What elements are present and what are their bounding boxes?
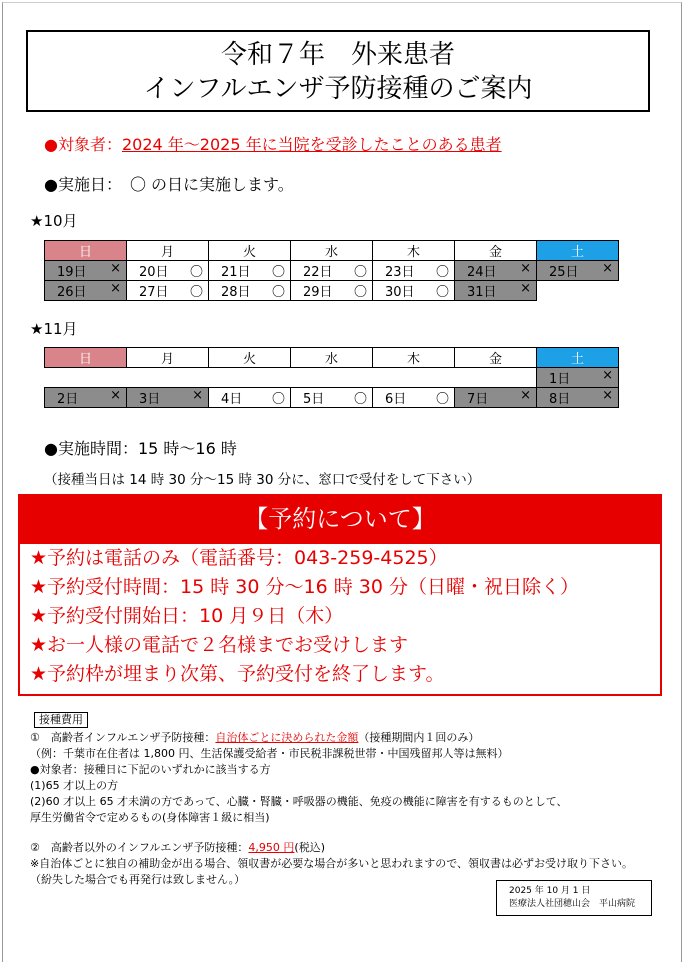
calendar-day-cell	[537, 261, 619, 281]
calendar-day-cell	[127, 281, 209, 301]
day-number: 4日	[221, 392, 243, 407]
calendar-day-cell	[127, 261, 209, 281]
weekday-header: 月	[127, 348, 209, 368]
calendar-day-cell	[291, 281, 373, 301]
weekday-header: 水	[291, 241, 373, 261]
calendar-day-cell	[209, 261, 291, 281]
open-mark: 〇	[189, 265, 203, 280]
closed-mark: ×	[110, 281, 121, 296]
calendar-empty-cell	[209, 368, 291, 388]
november-calendar	[44, 347, 619, 408]
day-number: 5日	[303, 392, 325, 407]
day-number: 22日	[303, 265, 333, 280]
day-number: 19日	[57, 265, 87, 280]
weekday-header: 火	[209, 241, 291, 261]
page-title-line2: インフルエンザ予防接種のご案内	[143, 74, 533, 104]
day-number: 21日	[221, 265, 251, 280]
day-number: 26日	[57, 285, 87, 300]
weekday-header: 金	[455, 348, 537, 368]
calendar-empty-cell	[45, 368, 127, 388]
calendar-day-cell	[291, 261, 373, 281]
day-number: 3日	[139, 392, 161, 407]
signature-date: 2025 年 10 月 1 日	[509, 886, 591, 896]
fee-line-6: 厚生労働省令で定めるもの(身体障害１級に相当)	[30, 811, 270, 824]
closed-mark: ×	[110, 261, 121, 276]
open-mark: 〇	[271, 392, 285, 407]
weekday-header: 月	[127, 241, 209, 261]
time-note: （接種当日は 14 時 30 分～15 時 30 分に、窓口で受付をして下さい）	[44, 472, 481, 488]
reservation-header: 【予約について】	[18, 494, 662, 544]
calendar-day-cell	[537, 368, 619, 388]
fee-line-7	[30, 840, 325, 855]
day-number: 25日	[549, 265, 579, 280]
fee-line-1	[30, 730, 479, 745]
reservation-item: ★予約枠が埋まり次第、予約受付を終了します。	[30, 663, 445, 685]
day-number: 8日	[549, 392, 571, 407]
closed-mark: ×	[192, 388, 203, 403]
schedule-days: ●実施日： 〇 の日に実施します。	[44, 175, 294, 194]
calendar-day-cell	[209, 281, 291, 301]
fee-l1-post: （接種期間内１回のみ）	[358, 731, 480, 744]
weekday-header: 土	[537, 348, 619, 368]
calendar-day-cell	[291, 388, 373, 408]
calendar-day-cell	[45, 261, 127, 281]
calendar-day-cell	[373, 281, 455, 301]
fee-line-8: ※自治体ごとに独自の補助金が出る場合、領収書が必要な場合が多いと思われますので、領収書は必ずお受け取り下さい。	[30, 857, 633, 870]
weekday-header: 木	[373, 241, 455, 261]
closed-mark: ×	[520, 281, 531, 296]
day-number: 2日	[57, 392, 79, 407]
calendar-day-cell	[373, 261, 455, 281]
day-number: 7日	[467, 392, 489, 407]
weekday-header: 金	[455, 241, 537, 261]
fee-line-5: (2)60 才以上 65 才未満の方であって、心臓・腎臓・呼吸器の機能、免疫の機能に障害を有するものとして、	[30, 795, 568, 808]
october-label: ★10月	[30, 212, 78, 230]
signature-org: 医療法人社団穂山会 平山病院	[509, 899, 636, 909]
closed-mark: ×	[520, 388, 531, 403]
fee-l1-pre: ① 高齢者インフルエンザ予防接種：	[30, 731, 216, 744]
open-mark: 〇	[353, 265, 367, 280]
closed-mark: ×	[520, 261, 531, 276]
calendar-empty-cell	[127, 368, 209, 388]
day-number: 24日	[467, 265, 497, 280]
fee-line-4: (1)65 才以上の方	[30, 779, 119, 792]
october-calendar	[44, 240, 619, 301]
closed-mark: ×	[602, 388, 613, 403]
weekday-header: 火	[209, 348, 291, 368]
fee-l7-red: 4,950 円	[248, 841, 295, 854]
title-box	[26, 30, 650, 112]
day-number: 30日	[385, 285, 415, 300]
open-mark: 〇	[353, 392, 367, 407]
open-mark: 〇	[189, 285, 203, 300]
calendar-day-cell	[45, 388, 127, 408]
reservation-item: ★予約は電話のみ（電話番号：043-259-4525）	[30, 547, 448, 569]
open-mark: 〇	[435, 392, 449, 407]
calendar-day-cell	[127, 388, 209, 408]
closed-mark: ×	[602, 368, 613, 383]
fee-line-2: （例：千葉市在住者は 1,800 円、生活保護受給者・市民税非課税世帯・中国残留邦人等は無料）	[30, 747, 509, 760]
fee-l7-post: (税込)	[294, 841, 326, 854]
signature-box	[496, 880, 652, 916]
closed-mark: ×	[602, 261, 613, 276]
weekday-header: 日	[45, 348, 127, 368]
calendar-day-cell	[537, 388, 619, 408]
weekday-header: 土	[537, 241, 619, 261]
day-number: 31日	[467, 285, 497, 300]
target-patients	[44, 132, 502, 155]
calendar-day-cell	[455, 281, 537, 301]
fee-line-9: （紛失した場合でも再発行は致しません。）	[30, 873, 246, 886]
day-number: 27日	[139, 285, 169, 300]
fee-l1-red: 自治体ごとに決められた金額	[215, 731, 359, 744]
reservation-item: ★予約受付時間：15 時 30 分～16 時 30 分（日曜・祝日除く）	[30, 576, 579, 598]
day-number: 1日	[549, 372, 571, 387]
open-mark: 〇	[435, 265, 449, 280]
fee-l7-pre: ② 高齢者以外のインフルエンザ予防接種：	[30, 841, 249, 854]
reservation-box	[18, 544, 662, 696]
weekday-header: 日	[45, 241, 127, 261]
fee-label: 接種費用	[34, 712, 88, 728]
weekday-header: 水	[291, 348, 373, 368]
target-prefix: ●対象者：	[44, 135, 122, 154]
fee-line-3: ●対象者：接種日に下記のいずれかに該当する方	[30, 763, 271, 776]
calendar-day-cell	[209, 388, 291, 408]
reservation-item: ★予約受付開始日：10 月９日（木）	[30, 605, 344, 627]
open-mark: 〇	[353, 285, 367, 300]
calendar-empty-cell	[455, 368, 537, 388]
reservation-item: ★お一人様の電話で２名様までお受けします	[30, 634, 409, 656]
day-number: 6日	[385, 392, 407, 407]
open-mark: 〇	[271, 285, 285, 300]
closed-mark: ×	[110, 388, 121, 403]
time-main: ●実施時間：15 時～16 時	[44, 439, 237, 458]
calendar-day-cell	[455, 261, 537, 281]
november-label: ★11月	[30, 320, 78, 338]
day-number: 28日	[221, 285, 251, 300]
open-mark: 〇	[435, 285, 449, 300]
target-text: 2024 年～2025 年に当院を受診したことのある患者	[121, 135, 502, 154]
calendar-day-cell	[455, 388, 537, 408]
calendar-empty-cell	[291, 368, 373, 388]
day-number: 20日	[139, 265, 169, 280]
weekday-header: 木	[373, 348, 455, 368]
calendar-empty-cell	[537, 281, 619, 301]
calendar-empty-cell	[373, 368, 455, 388]
page-title-line1: 令和７年 外来患者	[220, 40, 455, 70]
day-number: 29日	[303, 285, 333, 300]
open-mark: 〇	[271, 265, 285, 280]
day-number: 23日	[385, 265, 415, 280]
calendar-day-cell	[373, 388, 455, 408]
calendar-day-cell	[45, 281, 127, 301]
